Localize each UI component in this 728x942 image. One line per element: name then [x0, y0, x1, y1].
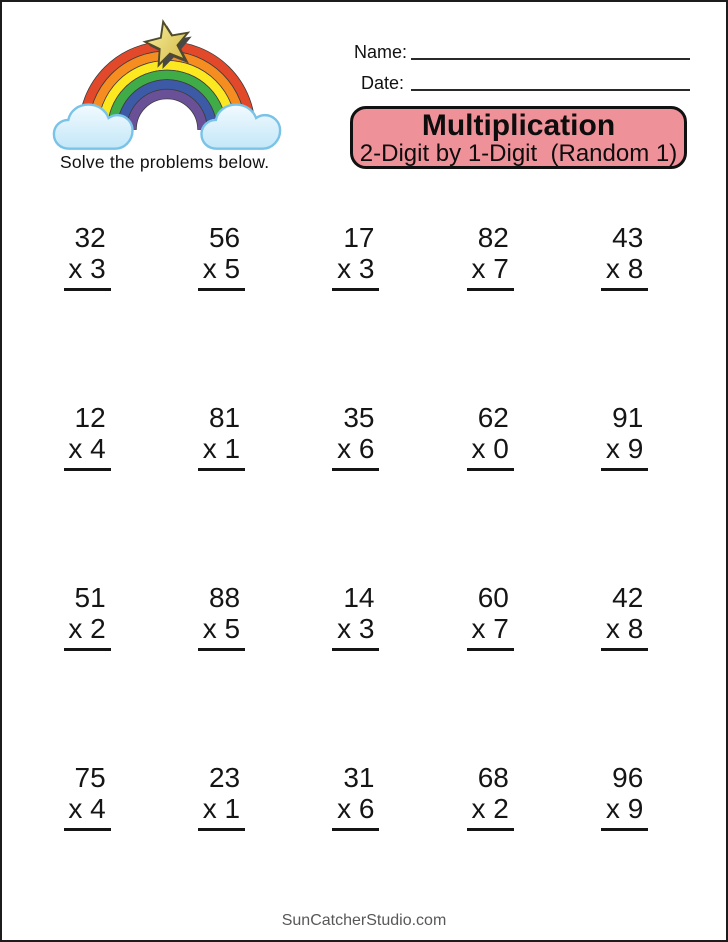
answer-line	[64, 288, 111, 291]
answer-line	[467, 828, 514, 831]
answer-line	[601, 468, 648, 471]
multiplicand: 17	[343, 222, 375, 253]
multiplication-problem	[198, 222, 245, 291]
multiplier: x 4	[68, 433, 106, 464]
name-blank-line	[411, 58, 690, 60]
rainbow-illustration	[52, 16, 282, 151]
date-field-row	[354, 73, 690, 93]
multiplicand: 31	[343, 762, 375, 793]
answer-line	[332, 468, 379, 471]
multiplication-problem	[467, 222, 514, 291]
multiplicand: 42	[612, 582, 644, 613]
footer-credit: SunCatcherStudio.com	[281, 912, 447, 929]
multiplicand: 35	[343, 402, 375, 433]
answer-line	[467, 648, 514, 651]
name-field-row	[354, 42, 690, 62]
multiplicand: 82	[477, 222, 509, 253]
rainbow-icon	[52, 16, 282, 151]
multiplication-problem	[467, 402, 514, 471]
multiplication-problem	[198, 402, 245, 471]
multiplier: x 9	[605, 433, 644, 464]
answer-line	[198, 468, 245, 471]
answer-line	[198, 828, 245, 831]
multiplier: x 3	[337, 613, 375, 644]
multiplication-problem	[64, 582, 111, 651]
multiplicand: 88	[208, 582, 241, 613]
multiplicand: 60	[477, 582, 509, 613]
multiplicand: 14	[343, 582, 375, 613]
multiplication-problem	[198, 582, 245, 651]
multiplier: x 0	[471, 433, 509, 464]
multiplicand: 62	[477, 402, 509, 433]
answer-line	[64, 468, 111, 471]
multiplication-problem	[64, 222, 111, 291]
multiplication-problem	[332, 762, 379, 831]
answer-line	[198, 288, 245, 291]
answer-line	[601, 288, 648, 291]
worksheet-title: Multiplication	[421, 109, 616, 142]
multiplication-problem	[198, 762, 245, 831]
multiplier: x 6	[337, 793, 375, 824]
answer-line	[467, 288, 514, 291]
multiplication-problem	[332, 402, 379, 471]
multiplier: x 4	[68, 793, 106, 824]
multiplication-problem	[64, 762, 111, 831]
multiplier: x 3	[68, 253, 106, 284]
multiplier: x 8	[605, 613, 644, 644]
multiplication-problem	[601, 582, 648, 651]
answer-line	[332, 648, 379, 651]
multiplier: x 1	[202, 793, 241, 824]
title-box	[350, 106, 687, 169]
multiplier: x 5	[202, 613, 241, 644]
answer-line	[601, 828, 648, 831]
multiplicand: 23	[208, 762, 241, 793]
multiplication-problem	[601, 222, 648, 291]
multiplicand: 68	[477, 762, 509, 793]
problems-grid	[20, 222, 692, 831]
multiplication-problem	[467, 762, 514, 831]
multiplier: x 5	[202, 253, 241, 284]
answer-line	[64, 648, 111, 651]
answer-line	[332, 288, 379, 291]
multiplicand: 75	[74, 762, 106, 793]
answer-line	[332, 828, 379, 831]
multiplier: x 7	[471, 613, 509, 644]
multiplier: x 9	[605, 793, 644, 824]
answer-line	[601, 648, 648, 651]
multiplicand: 91	[612, 402, 644, 433]
multiplication-problem	[64, 402, 111, 471]
multiplier: x 2	[471, 793, 509, 824]
multiplier: x 7	[471, 253, 509, 284]
multiplicand: 51	[74, 582, 106, 613]
date-label: Date:	[360, 73, 404, 93]
multiplier: x 2	[68, 613, 106, 644]
instructions-text: Solve the problems below.	[60, 152, 270, 172]
multiplier: x 1	[202, 433, 241, 464]
multiplicand: 43	[612, 222, 644, 253]
multiplication-problem	[601, 402, 648, 471]
name-label: Name:	[354, 42, 408, 62]
worksheet-subtitle: 2-Digit by 1-Digit (Random 1)	[359, 140, 678, 167]
answer-line	[467, 468, 514, 471]
answer-line	[198, 648, 245, 651]
multiplicand: 56	[208, 222, 241, 253]
multiplicand: 12	[74, 402, 106, 433]
multiplier: x 8	[605, 253, 644, 284]
multiplicand: 96	[612, 762, 644, 793]
multiplication-problem	[467, 582, 514, 651]
multiplier: x 6	[337, 433, 375, 464]
multiplication-problem	[601, 762, 648, 831]
answer-line	[64, 828, 111, 831]
multiplication-problem	[332, 222, 379, 291]
multiplicand: 32	[74, 222, 106, 253]
multiplier: x 3	[337, 253, 375, 284]
multiplicand: 81	[208, 402, 241, 433]
multiplication-problem	[332, 582, 379, 651]
date-blank-line	[411, 89, 690, 91]
